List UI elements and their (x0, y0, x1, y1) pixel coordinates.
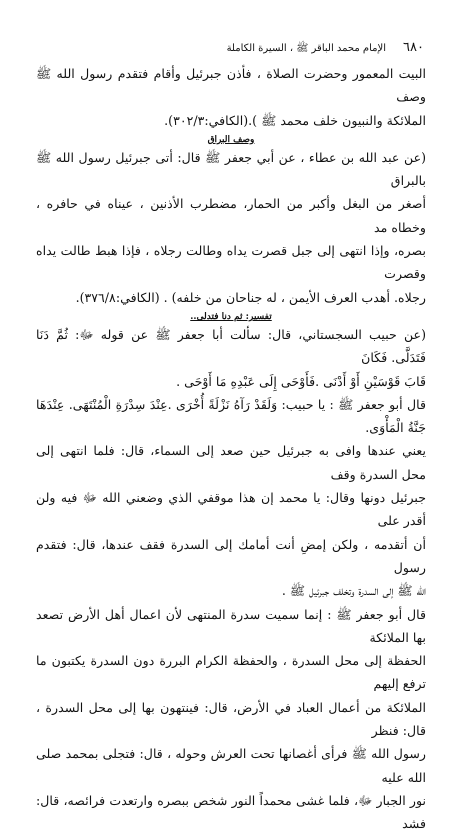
text-line: الملائكة والنبيون خلف محمد ﷺ ).(الكافي:٣٠٢/٣). (164, 112, 426, 128)
text-line: البيت المعمور وحضرت الصلاة ، فأذن جبرئيل وأقام فتقدم رسول الله ﷺ وصف (36, 66, 426, 105)
text-line: أصغر من البغل وأكبر من الحمار، مضطرب الأذنين ، عيناه في حافره ، وخطاه مد (36, 196, 426, 235)
text-line: قَابَ قَوْسَيْنِ أَوْ أَدْنَى .فَأَوْحَى إِلَى عَبْدِهِ مَا أَوْحَى . (176, 373, 426, 389)
page-header (44, 40, 424, 56)
text-line: الملائكة من أعمال العباد في الأرض، قال: فينتهون بها إلى محل السدرة ، قال: فنظر (36, 699, 426, 739)
text-line: (عن حبيب السجستاني، قال: سألت أبا جعفر ﷺ عن قوله ﷻ: ثُمَّ دَنَا فَتَدَلَّى. فَكَانَ (36, 326, 426, 366)
text-line: يعني عندها وافى به جبرئيل حين صعد إلى السماء، قال: فلما انتهى إلى محل السدرة وقف (36, 443, 426, 482)
section-heading: وصف البراق (207, 134, 255, 145)
text-line: الحفظة إلى محل السدرة ، والحفظة الكرام البررة دون السدرة يكتبون ما ترفع إليهم (36, 653, 426, 692)
text-line: جبرئيل دونها وقال: يا محمد إن هذا موقفي الذي وضعني الله ﷻ فيه ولن أقدر على (36, 490, 426, 529)
text-line: (عن عبد الله بن عطاء ، عن أبي جعفر ﷺ قال: أتى جبرئيل رسول الله ﷺ بالبراق (36, 149, 426, 189)
running-title: الإمام محمد الباقر ﷺ ، السيرة الكاملة (226, 43, 386, 54)
text-line: قال أبو جعفر ﷺ : يا حبيب: وَلَقَدْ رَآهُ نَزْلَةً أُخْرَى .عِنْدَ سِدْرَةِ الْمُنْتَهَى. عِنْدَهَا جَنَّةُ الْمَأْوَى. (36, 396, 426, 436)
text-line: الله ﷺ إلى السدرة وتخلف جبرئيل ﷺ . (281, 583, 426, 599)
page-body (36, 62, 426, 836)
text-line: رجلاه. أهدب العرف الأيمن ، له جناحان من خلفه) . (الكافي:٣٧٦/٨). (75, 289, 426, 305)
text-line: أن أتقدمه ، ولكن إمضِ أنت أمامك إلى السدرة فقف عندها، قال: فتقدم رسول (36, 536, 426, 575)
text-line: بصره، وإذا انتهى إلى جبل قصرت يداه وطالت رجلاه ، فإذا هبط طالت يداه وقصرت (36, 243, 426, 282)
section-heading: تفسير: ثم دنا فتدلى.. (190, 311, 272, 322)
text-line: قال أبو جعفر ﷺ : إنما سميت سدرة المنتهى لأن اعمال أهل الأرض تصعد بها الملائكة (36, 606, 426, 645)
text-line: نور الجبار ﷻ، فلما غشى محمداً النور شخص ببصره وارتعدت فرائصه، قال: فشد (36, 792, 426, 832)
page-number: ٦٨٠ (403, 40, 424, 55)
text-line: رسول الله ﷺ فرأى أغصانها تحت العرش وحوله ، قال: فتجلى بمحمد صلى الله عليه (36, 746, 426, 785)
